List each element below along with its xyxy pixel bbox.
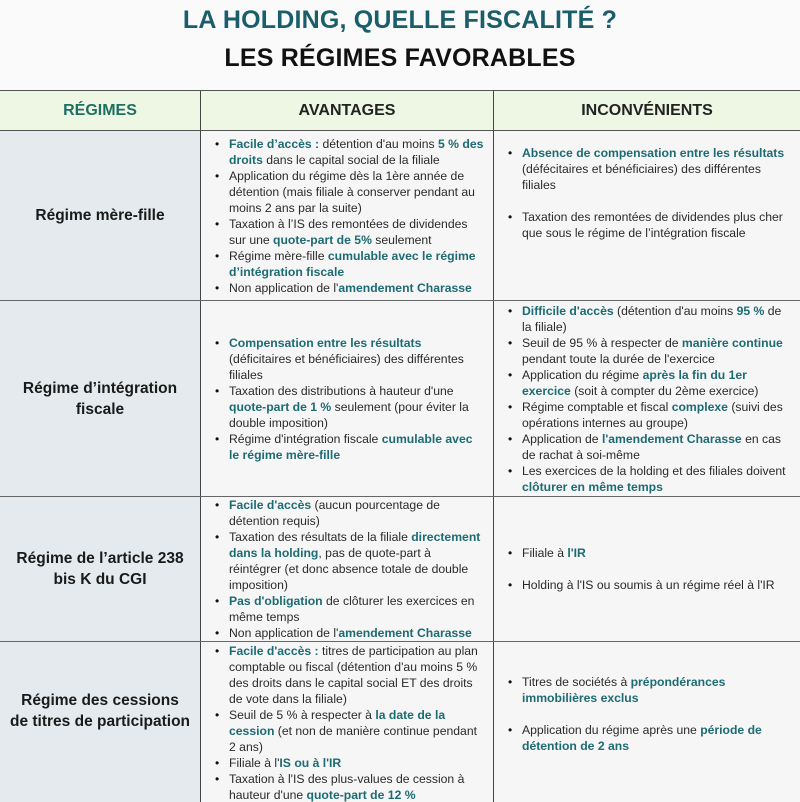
- highlighted-text: amendement Charasse: [338, 280, 472, 295]
- highlighted-text: amendement Charasse: [338, 626, 472, 640]
- inconvenients-list: [504, 545, 790, 593]
- list-item: [504, 722, 790, 754]
- list-item: [211, 168, 485, 216]
- avantages-cell: [201, 497, 494, 641]
- highlighted-text: Difficile d'accès: [522, 303, 614, 318]
- text: (et non de manière continue pendant 2 ans): [229, 724, 477, 754]
- list-item: [504, 303, 790, 335]
- text: Application du régime dès la 1ère année de détention (mais filiale à conserver pendant au moins 2 ans par la suite): [229, 168, 475, 215]
- highlighted-text: quote-part de 12 %: [306, 788, 416, 802]
- highlighted-text: quote-part de 5%: [273, 232, 372, 247]
- list-item: [504, 145, 790, 193]
- text: Application de: [522, 431, 602, 446]
- column-header-avantages: AVANTAGES: [201, 91, 494, 131]
- regime-name: Régime des cessions de titres de participation: [0, 642, 201, 802]
- highlighted-text: IS ou à l'IR: [279, 756, 342, 770]
- list-item: [211, 216, 485, 248]
- text: Taxation des remontées de dividendes plus cher que sous le régime de l’intégration fiscale: [522, 210, 783, 240]
- list-item: [211, 625, 485, 641]
- list-item: [211, 136, 485, 168]
- highlighted-text: Facile d'accès :: [229, 644, 319, 658]
- page-title: LA HOLDING, QUELLE FISCALITÉ ?: [182, 6, 618, 34]
- inconvenients-cell: [494, 497, 800, 641]
- text: Application du régime: [522, 367, 643, 382]
- text: Non application de l': [229, 626, 339, 640]
- text: Taxation des distributions à hauteur d'une: [229, 383, 454, 398]
- avantages-list: [211, 335, 485, 463]
- highlighted-text: 95 %: [736, 303, 765, 318]
- inconvenients-cell: [494, 301, 800, 496]
- text: de clôturer les exercices en même temps: [229, 594, 475, 624]
- text: , pas de quote-part à réintégrer (et donc absence totale de double imposition): [229, 546, 469, 592]
- list-item: [504, 335, 790, 367]
- highlighted-text: après la fin du 1er exercice: [522, 367, 747, 398]
- avantages-list: [211, 497, 485, 641]
- highlighted-text: l'IR: [567, 546, 586, 560]
- list-item: [504, 577, 790, 593]
- highlighted-text: cumulable avec le régime mère-fille: [229, 431, 473, 462]
- inconvenients-list: [504, 674, 790, 754]
- list-item: [211, 431, 485, 463]
- regime-name: Régime mère-fille: [0, 131, 201, 300]
- text: de la filiale): [522, 303, 782, 334]
- table-row-integration-fiscale: [0, 301, 800, 497]
- regime-name: Régime de l’article 238 bis K du CGI: [0, 497, 201, 641]
- list-item: [211, 280, 485, 296]
- text: Taxation des résultats de la filiale: [229, 530, 412, 544]
- inconvenients-list: [504, 303, 790, 495]
- text: (défécitaires et bénéficiaires) des différentes filiales: [522, 162, 761, 192]
- inconvenients-list: [504, 145, 790, 241]
- text: Non application de l': [229, 280, 339, 295]
- list-item: [504, 463, 790, 495]
- list-item: [211, 593, 485, 625]
- list-item: [504, 431, 790, 463]
- text: (détention d'au moins: [613, 303, 737, 318]
- list-item: [504, 545, 790, 561]
- list-item: [211, 335, 485, 383]
- list-item: [211, 529, 485, 593]
- text: (soit à compter du 2ème exercice): [570, 383, 759, 398]
- column-header-regimes: RÉGIMES: [0, 91, 201, 131]
- text: Titres de sociétés à: [522, 675, 631, 689]
- highlighted-text: Pas d'obligation: [229, 594, 323, 608]
- text: en cas de rachat à soi-même: [522, 431, 781, 462]
- regime-name: Régime d’intégration fiscale: [0, 301, 201, 496]
- text: Filiale à l': [229, 756, 280, 770]
- avantages-cell: [201, 642, 494, 802]
- text: (aucun pourcentage de détention requis): [229, 498, 440, 528]
- text: (déficitaires et bénéficiaires) des différentes filiales: [229, 351, 464, 382]
- text: Seuil de 95 % à respecter de: [522, 335, 682, 350]
- highlighted-text: Facile d’accès :: [229, 136, 320, 151]
- text: Régime d'intégration fiscale: [229, 431, 382, 446]
- inconvenients-cell: [494, 642, 800, 802]
- list-item: [211, 707, 485, 755]
- text: seulement (pour éviter la double imposition): [229, 399, 469, 430]
- highlighted-text: directement dans la holding: [229, 530, 481, 560]
- list-item: [504, 674, 790, 706]
- list-item: [504, 367, 790, 399]
- highlighted-text: Compensation entre les résultats: [229, 335, 422, 350]
- highlighted-text: Facile d'accès: [229, 498, 312, 512]
- text: Taxation à l'IS des plus-values de cession à hauteur d'une: [229, 772, 465, 802]
- text: Régime mère-fille: [229, 248, 328, 263]
- inconvenients-cell: [494, 131, 800, 300]
- regimes-table: [0, 90, 800, 802]
- highlighted-text: manière continue: [681, 335, 783, 350]
- avantages-cell: [201, 131, 494, 300]
- page-subtitle: LES RÉGIMES FAVORABLES: [224, 44, 576, 72]
- table-row-article-238-bis-k: [0, 497, 800, 642]
- list-item: [211, 497, 485, 529]
- list-item: [211, 771, 485, 802]
- text: dans le capital social de la filiale: [262, 152, 440, 167]
- list-item: [211, 755, 485, 771]
- text: Taxation à l’IS des remontées de dividendes sur une: [229, 216, 468, 247]
- text: Les exercices de la holding et des filiales doivent: [522, 463, 786, 478]
- highlighted-text: Absence de compensation entre les résultats: [522, 146, 785, 160]
- table-row-mere-fille: [0, 131, 800, 301]
- highlighted-text: cumulable avec le régime d’intégration fiscale: [229, 248, 476, 279]
- avantages-list: [211, 136, 485, 296]
- text: (suivi des opérations internes au groupe): [522, 399, 783, 430]
- table-row-cessions-titres: [0, 642, 800, 802]
- text: pendant toute la durée de l'exercice: [522, 351, 715, 366]
- highlighted-text: l'amendement Charasse: [601, 431, 742, 446]
- text: détention d'au moins: [319, 136, 438, 151]
- text: Holding à l'IS ou soumis à un régime réel à l'IR: [522, 578, 775, 592]
- avantages-list: [211, 643, 485, 802]
- text: seulement: [371, 232, 432, 247]
- list-item: [211, 643, 485, 707]
- list-item: [211, 248, 485, 280]
- text: Seuil de 5 % à respecter à: [229, 708, 376, 722]
- highlighted-text: clôturer en même temps: [522, 479, 663, 494]
- text: Application du régime après une: [522, 723, 701, 737]
- highlighted-text: période de détention de 2 ans: [522, 723, 762, 753]
- list-item: [504, 399, 790, 431]
- highlighted-text: la date de la cession: [229, 708, 446, 738]
- highlighted-text: quote-part de 1 %: [229, 399, 332, 414]
- highlighted-text: 5 % des droits: [229, 136, 484, 167]
- text: titres de participation au plan comptable ou fiscal (détention d'au moins 5 % des droits dans le capital social ET des droits de vote dans la filiale): [229, 644, 478, 706]
- column-header-inconvenients: INCONVÉNIENTS: [494, 91, 800, 131]
- text: Filiale à: [522, 546, 568, 560]
- highlighted-text: complexe: [671, 399, 728, 414]
- text: Régime comptable et fiscal: [522, 399, 672, 414]
- avantages-cell: [201, 301, 494, 496]
- list-item: [211, 383, 485, 431]
- list-item: [504, 209, 790, 241]
- highlighted-text: prépondérances immobilières exclus: [522, 675, 726, 705]
